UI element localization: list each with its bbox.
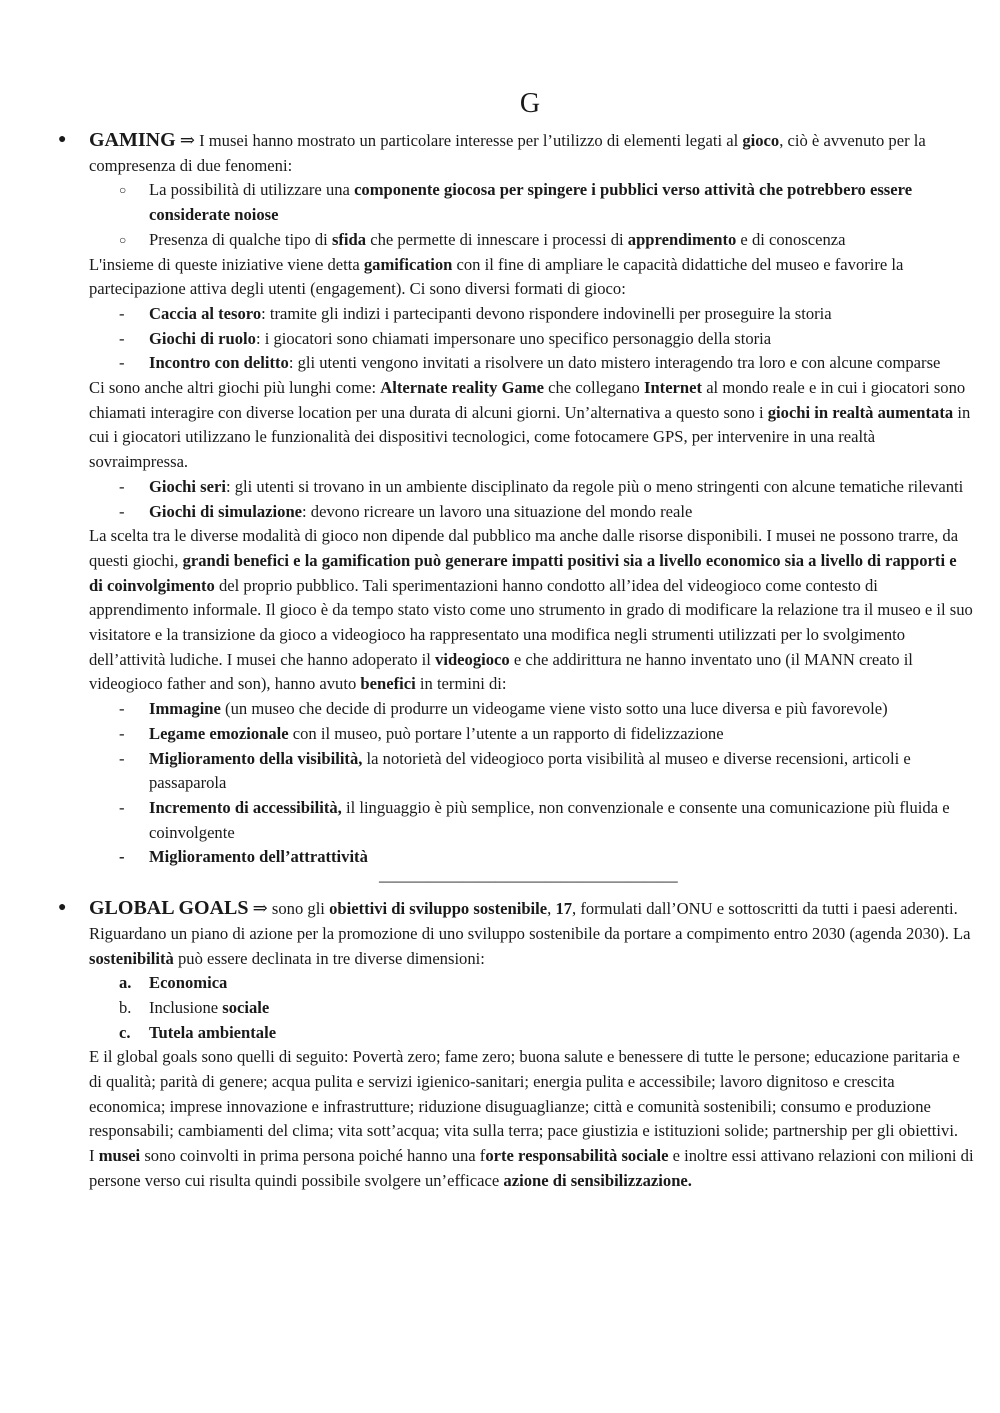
bold-text-run: Economica <box>149 973 228 993</box>
text-run: Inclusione <box>149 997 223 1017</box>
benefit-name: Miglioramento dell’attrattività <box>149 847 368 867</box>
dash-bullet-icon: - <box>119 723 125 743</box>
text-run: , ciò è avvenuto per la compresenza di due fenomeni: <box>89 131 926 175</box>
dash-bullet-icon: - <box>119 353 125 373</box>
list-item <box>89 302 974 327</box>
gaming-entry <box>58 128 974 178</box>
list-marker: b. <box>119 997 132 1017</box>
text-run: sono coinvolti in prima persona poiché hanno una f <box>140 1146 486 1166</box>
bold-text-run: 17 <box>555 899 573 919</box>
bold-text-run: orte responsabilità sociale <box>485 1146 669 1166</box>
global-goals-entry <box>58 896 974 971</box>
text-run: , formulati dall’ONU e sottoscritti da tutti i paesi aderenti. Riguardano un piano di azione per la promozione di uno sviluppo sostenibile da portare a compimento entro 2030 (agenda 2030). La <box>89 899 971 943</box>
benefit-description: la notorietà del videogioco porta visibilità al museo e diverse recensioni, articoli e passaparola <box>149 748 911 793</box>
list-item <box>89 722 974 747</box>
benefits-list <box>89 697 974 870</box>
text-run: , <box>547 899 556 919</box>
circle-bullet-icon: ○ <box>119 232 127 247</box>
benefit-name: Legame emozionale <box>149 723 289 743</box>
game-choice-paragraph <box>89 524 974 697</box>
text-run: e inoltre essi attivano relazioni con milioni di persone verso cui risulta quindi possibile svolgere un’efficace <box>89 1146 974 1190</box>
dash-bullet-icon: - <box>119 748 125 768</box>
list-item <box>89 327 974 352</box>
global-goals-term: GLOBAL GOALS <box>89 897 249 920</box>
page-letter-heading: G <box>519 88 541 119</box>
format-name: Incontro con delitto <box>149 353 289 373</box>
longer-games-paragraph <box>89 376 974 475</box>
game-formats-list-2 <box>89 475 974 524</box>
text-run: Presenza di qualche tipo di <box>149 229 332 249</box>
list-item <box>89 351 974 376</box>
text-run: sono gli <box>267 899 330 919</box>
bold-text-run: sfida <box>331 229 367 249</box>
dash-bullet-icon: - <box>119 699 125 719</box>
format-name: Caccia al tesoro <box>149 303 262 323</box>
bold-text-run: gamification <box>363 254 453 274</box>
list-item <box>89 845 974 870</box>
text-run: che collegano <box>544 378 644 398</box>
implies-arrow-icon: ⇒ <box>179 130 195 150</box>
format-name: Giochi di simulazione <box>149 501 303 521</box>
list-item <box>89 1021 974 1046</box>
list-item <box>89 796 974 845</box>
dash-bullet-icon: - <box>119 328 125 348</box>
phenomenon-item <box>89 178 974 227</box>
dash-bullet-icon: - <box>119 797 125 817</box>
bold-text-run: grandi benefici e la gamification può generare impatti positivi sia a livello economico sia a livello di rapporti e di coinvolgimento <box>89 550 957 595</box>
text-run: al mondo reale e in cui i giocatori sono chiamati interagire con diverse location per una durata di alcuni giorni. Un’alternativa a questo sono i <box>89 378 966 422</box>
format-description: : gli utenti si trovano in un ambiente disciplinato da regole più o meno stringenti con alcune tematiche rilevanti <box>225 476 964 496</box>
bold-text-run: Internet <box>643 378 703 398</box>
game-formats-list <box>89 302 974 376</box>
list-item <box>89 697 974 722</box>
section-divider: —————————————————— <box>379 871 678 891</box>
list-item <box>89 500 974 525</box>
gaming-term: GAMING <box>89 129 176 151</box>
dash-bullet-icon: - <box>119 303 125 323</box>
text-run: che permette di innescare i processi di <box>366 229 628 249</box>
sustainability-dimensions-list <box>89 971 974 1045</box>
list-item <box>89 971 974 996</box>
text-run: La possibilità di utilizzare una <box>149 180 355 200</box>
text-run: con il fine di ampliare le capacità didattiche del museo e favorire la partecipazione attiva degli utenti (engagement). Ci sono diversi formati di gioco: <box>89 254 904 299</box>
benefit-name: Miglioramento della visibilità, <box>149 748 363 768</box>
bullet-icon: ● <box>58 900 67 916</box>
bold-text-run: azione di sensibilizzazione. <box>503 1170 692 1190</box>
bold-text-run: sociale <box>222 997 270 1017</box>
text-run: in termini di: <box>415 674 507 694</box>
text-run: in cui i giocatori utilizzano le funzionalità dei dispositivi tecnologici, come fotocamere GPS, per intervenire in una realtà sovraimpressa. <box>89 402 971 472</box>
bold-text-run: giochi in realtà aumentata <box>767 402 954 422</box>
bold-text-run: benefici <box>360 674 416 694</box>
list-item <box>89 747 974 796</box>
list-item <box>89 475 974 500</box>
dash-bullet-icon: - <box>119 501 125 521</box>
format-description: : tramite gli indizi i partecipanti devono rispondere indovinelli per proseguire la storia <box>261 303 832 323</box>
format-name: Giochi di ruolo <box>149 328 256 348</box>
bold-text-run: Alternate reality Game <box>380 378 544 398</box>
benefit-description: il linguaggio è più semplice, non convenzionale e consente una comunicazione più fluida e coinvolgente <box>149 797 950 842</box>
gamification-paragraph <box>89 253 974 302</box>
bold-text-run: apprendimento <box>627 229 737 249</box>
format-name: Giochi seri <box>149 476 226 496</box>
phenomena-list <box>89 178 974 252</box>
bold-text-run: musei <box>98 1146 141 1166</box>
implies-arrow-icon: ⇒ <box>252 898 268 919</box>
list-item <box>89 996 974 1021</box>
text-run: e che addirittura ne hanno inventato uno (il MANN creato il videogioco father and son), hanno avuto <box>89 649 913 694</box>
list-marker: a. <box>119 973 132 993</box>
document-body <box>58 128 974 1194</box>
text-run: L'insieme di queste iniziative viene detta <box>89 254 364 274</box>
bold-text-run: gioco <box>742 131 780 150</box>
text-run: I musei hanno mostrato un particolare interesse per l’utilizzo di elementi legati al <box>194 131 743 150</box>
bold-text-run: obiettivi di sviluppo sostenibile <box>329 899 548 919</box>
bold-text-run: sostenibilità <box>89 948 174 968</box>
dash-bullet-icon: - <box>119 847 125 867</box>
goals-list-paragraph: E il global goals sono quelli di seguito: Povertà zero; fame zero; buona salute e benessere di tutte le persone; educazione paritaria e di qualità; parità di genere; acqua pulita e servizi igienico-sanitari; energia pulita e accessibile; lavoro dignitoso e crescita economica; imprese innovazione e infrastrutture; riduzione disuguaglianze; città e comunità sostenibili; consumo e produzione responsabili; cambiamenti del clima; vita sott’acqua; vita sulla terra; pace giustizia e istituzioni solide; partnership per gli obiettivi. <box>89 1047 960 1141</box>
bold-text-run: Tutela ambientale <box>149 1022 277 1042</box>
format-description: : devono ricreare un lavoro una situazione del mondo reale <box>302 501 693 521</box>
benefit-name: Incremento di accessibilità, <box>149 797 342 817</box>
format-description: : i giocatori sono chiamati impersonare uno specifico personaggio della storia <box>255 328 772 348</box>
bullet-icon: ● <box>58 132 67 147</box>
benefit-name: Immagine <box>149 699 221 719</box>
circle-bullet-icon: ○ <box>119 183 127 198</box>
list-marker: c. <box>119 1022 131 1042</box>
dash-bullet-icon: - <box>119 476 125 496</box>
format-description: : gli utenti vengono invitati a risolvere un dato mistero interagendo tra loro e con alcune comparse <box>288 353 941 373</box>
benefit-description: (un museo che decide di produrre un videogame viene visto sotto una luce diversa e più favorevole) <box>220 699 888 719</box>
text-run: e di conoscenza <box>736 229 846 249</box>
text-run: può essere declinata in tre diverse dimensioni: <box>173 948 485 968</box>
text-run: del proprio pubblico. Tali sperimentazioni hanno condotto all’idea del videogioco come contesto di apprendimento informale. Il gioco è da tempo stato visto come uno strumento in grado di modificare la relazione tra il museo e il suo visitatore e la transizione da gioco a videogioco ha rappresentato una modifica negli strumenti utilizzati per lo svolgimento dell’attività ludiche. I musei che hanno adoperato il <box>89 575 973 669</box>
museums-role-paragraph <box>89 1144 974 1193</box>
bold-text-run: videogioco <box>435 649 510 669</box>
benefit-description: con il museo, può portare l’utente a un rapporto di fidelizzazione <box>288 723 724 743</box>
text-run: I <box>89 1146 99 1166</box>
phenomenon-item <box>89 228 974 253</box>
text-run: La scelta tra le diverse modalità di gioco non dipende dal pubblico ma anche dalle risorse disponibili. I musei ne possono trarre, da questi giochi, <box>89 526 959 570</box>
text-run: Ci sono anche altri giochi più lunghi come: <box>89 378 381 398</box>
bold-text-run: componente giocosa per spingere i pubblici verso attività che potrebbero essere considerate noiose <box>149 180 913 225</box>
